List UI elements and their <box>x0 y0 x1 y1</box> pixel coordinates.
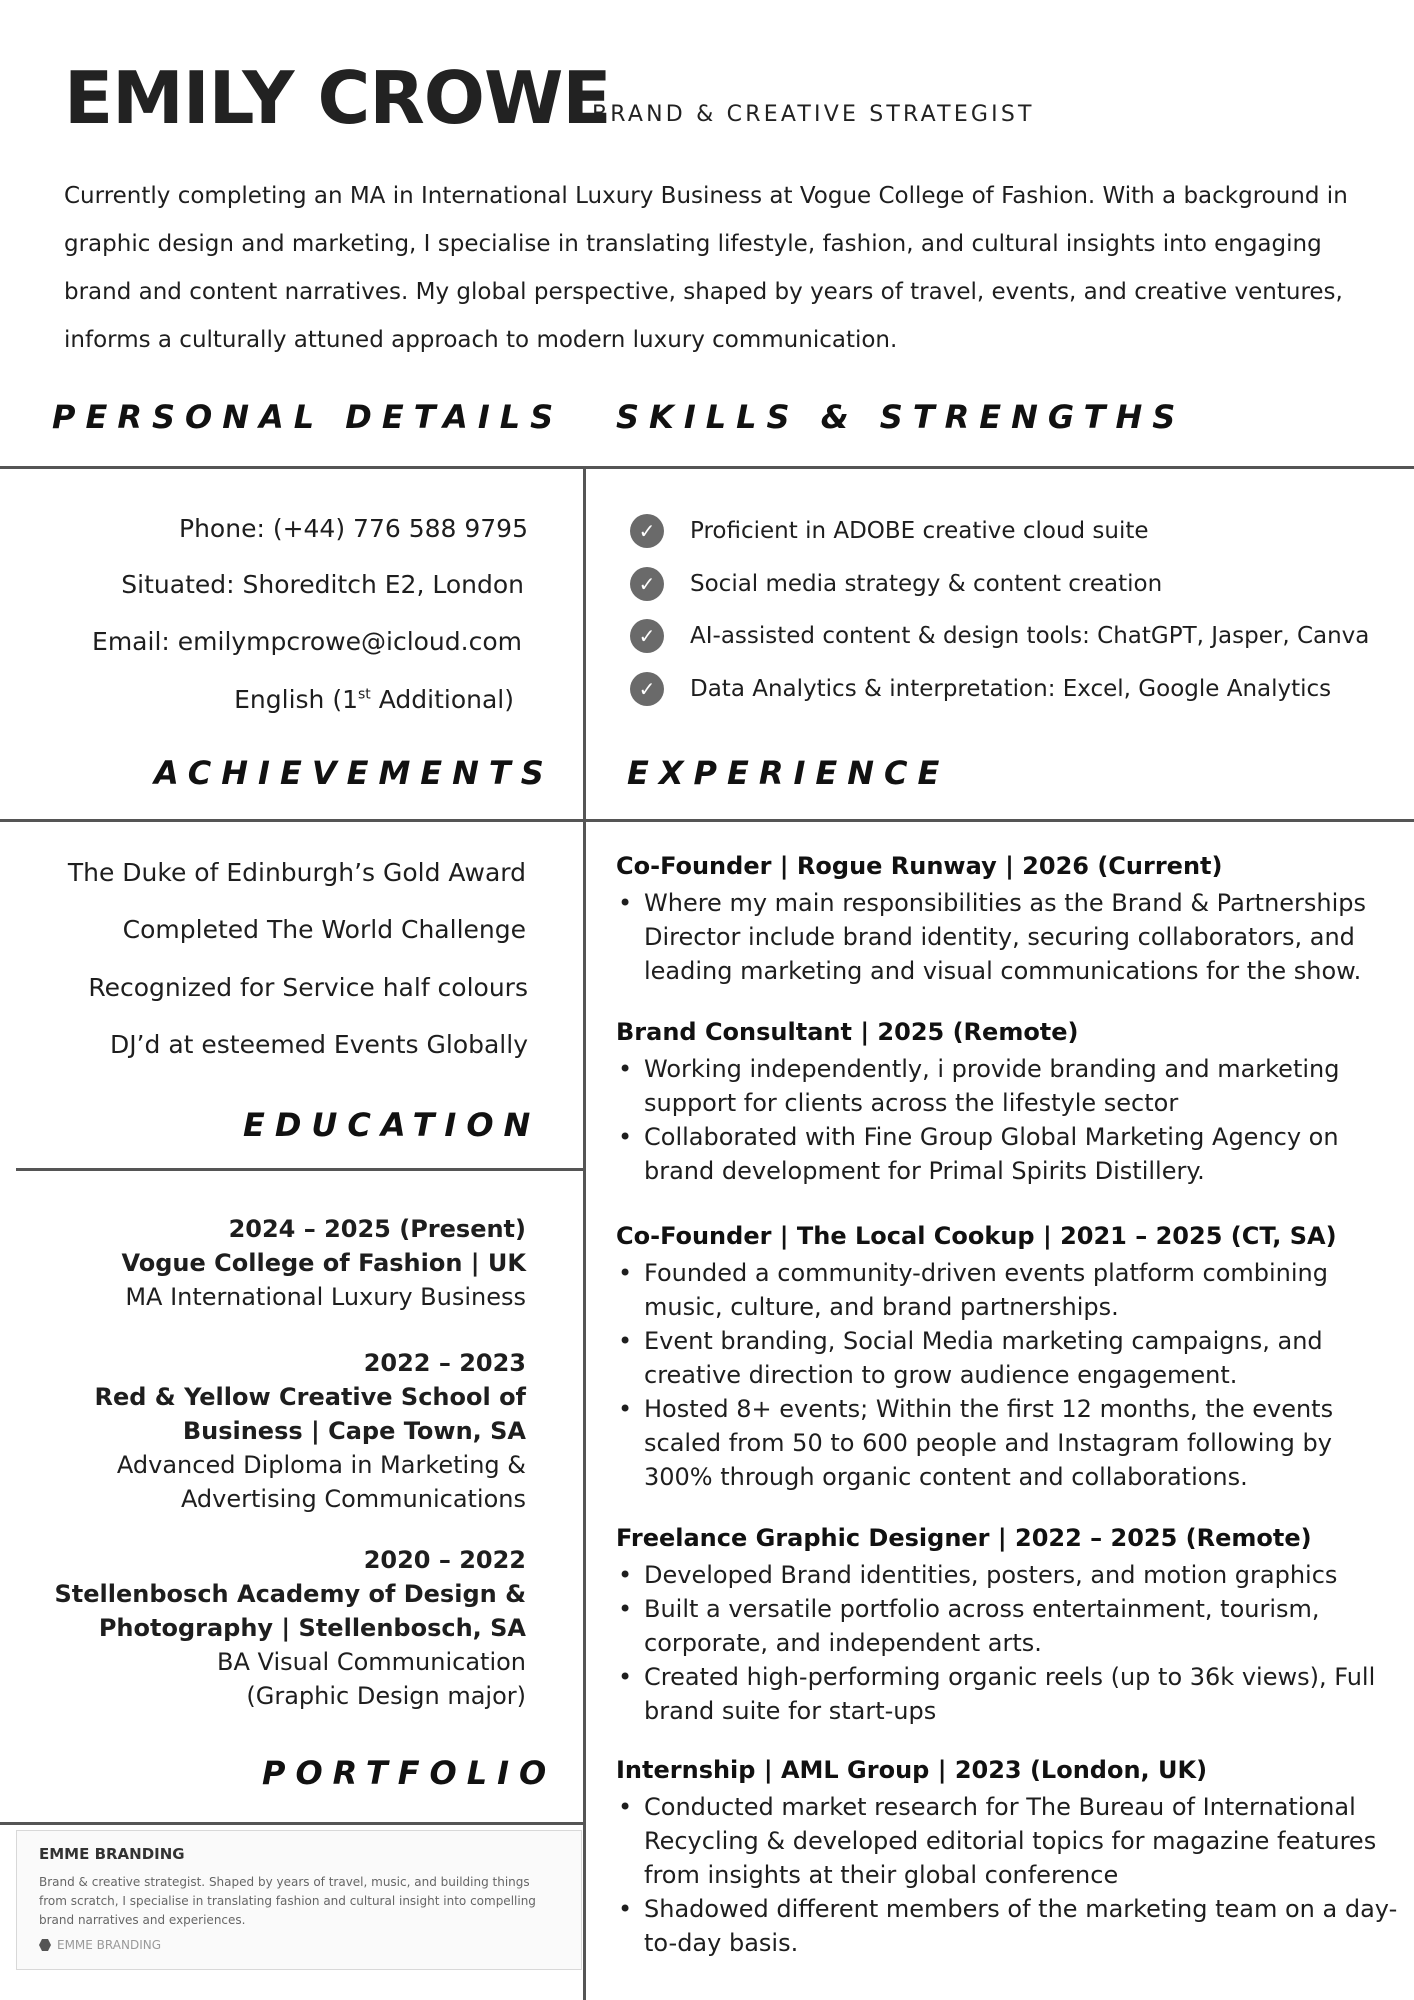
job-title: Co-Founder | The Local Cookup | 2021 – 2025 (CT, SA) <box>616 1222 1337 1250</box>
education-course: Advanced Diploma in Marketing & <box>116 1451 526 1479</box>
portfolio-description: Brand & creative strategist. Shaped by years of travel, music, and building things from scratch, I specialise in translating fashion and cultural insight into compelling brand narratives and experiences. <box>39 1875 536 1927</box>
skill-item <box>630 567 1162 601</box>
skill-item <box>630 672 1331 706</box>
check-icon: ✓ <box>630 672 664 706</box>
heading-achievements: ACHIEVEMENTS <box>154 754 554 792</box>
job-title: Co-Founder | Rogue Runway | 2026 (Current) <box>616 852 1223 880</box>
skill-text: Proficient in ADOBE creative cloud suite <box>690 518 1149 544</box>
education-school: Stellenbosch Academy of Design & <box>54 1580 526 1608</box>
education-years: 2022 – 2023 <box>363 1349 526 1377</box>
divider-top <box>0 466 1414 469</box>
divider-education <box>16 1168 584 1171</box>
experience-entry <box>616 852 1406 988</box>
education-entry <box>95 1346 526 1516</box>
achievement-item: Recognized for Service half colours <box>88 973 528 1002</box>
education-years: 2024 – 2025 (Present) <box>228 1215 526 1243</box>
achievement-item: Completed The World Challenge <box>122 915 526 944</box>
check-icon: ✓ <box>630 619 664 653</box>
job-bullet: • Working independently, i provide branding and marketing support for clients across the lifestyle sector <box>616 1052 1406 1120</box>
education-course: MA International Luxury Business <box>125 1283 526 1311</box>
education-entry <box>122 1212 527 1314</box>
experience-entry <box>616 1524 1406 1728</box>
achievement-item: DJ’d at esteemed Events Globally <box>109 1030 528 1059</box>
experience-entry <box>616 1018 1406 1188</box>
job-bullet: • Created high-performing organic reels (up to 36k views), Full brand suite for start-ups <box>616 1660 1406 1728</box>
divider-portfolio <box>0 1822 584 1825</box>
heading-experience: EXPERIENCE <box>627 754 950 792</box>
portfolio-title: EMME BRANDING <box>39 1845 185 1863</box>
achievement-item: The Duke of Edinburgh’s Gold Award <box>67 858 526 887</box>
candidate-name: EMILY CROWE <box>64 56 611 140</box>
skill-text: Social media strategy & content creation <box>690 571 1163 597</box>
email <box>92 627 522 656</box>
job-title: Freelance Graphic Designer | 2022 – 2025 (Remote) <box>616 1524 1312 1552</box>
divider-middle <box>0 819 1414 822</box>
candidate-role: BRAND & CREATIVE STRATEGIST <box>592 102 1035 127</box>
check-icon: ✓ <box>630 514 664 548</box>
education-course: BA Visual Communication <box>217 1648 526 1676</box>
heading-personal-details: PERSONAL DETAILS <box>52 398 564 436</box>
skill-text: AI-assisted content & design tools: ChatGPT, Jasper, Canva <box>690 623 1370 649</box>
job-bullet: • Where my main responsibilities as the Brand & Partnerships Director include brand identity, securing collaborators, and leading marketing and visual communications for the show. <box>616 886 1406 988</box>
job-bullet: • Hosted 8+ events; Within the first 12 months, the events scaled from 50 to 600 people and Instagram following by 300% through organic content and collaborations. <box>616 1392 1406 1494</box>
job-title: Internship | AML Group | 2023 (London, UK) <box>616 1756 1208 1784</box>
education-entry <box>55 1543 526 1713</box>
column-divider <box>583 468 586 2000</box>
heading-education: EDUCATION <box>243 1106 541 1144</box>
job-bullet: • Shadowed different members of the marketing team on a day-to-day basis. <box>616 1892 1406 1960</box>
education-school: Photography | Stellenbosch, SA <box>98 1614 526 1642</box>
experience-entry <box>616 1756 1406 1960</box>
experience-entry <box>616 1222 1406 1494</box>
language <box>234 685 514 714</box>
job-bullet: • Conducted market research for The Bureau of International Recycling & developed editorial topics for magazine features from insights at their global conference <box>616 1790 1406 1892</box>
phone: Phone: (+44) 776 588 9795 <box>179 514 528 543</box>
education-school: Red & Yellow Creative School of <box>94 1383 526 1411</box>
job-bullet: • Event branding, Social Media marketing campaigns, and creative direction to grow audience engagement. <box>616 1324 1406 1392</box>
education-course: Advertising Communications <box>180 1485 526 1513</box>
language-text: English (1 <box>234 685 358 714</box>
check-icon: ✓ <box>630 567 664 601</box>
education-school: Vogue College of Fashion | UK <box>121 1249 526 1277</box>
language-sup: st <box>358 686 371 703</box>
job-bullet: • Developed Brand identities, posters, and motion graphics <box>616 1558 1406 1592</box>
job-bullet: • Collaborated with Fine Group Global Marketing Agency on brand development for Primal Spirits Distillery. <box>616 1120 1406 1188</box>
heading-portfolio: PORTFOLIO <box>262 1754 557 1792</box>
skill-text: Data Analytics & interpretation: Excel, Google Analytics <box>690 676 1332 702</box>
language-text-end: Additional) <box>370 685 514 714</box>
email-text: Email: emilympcrowe@icloud.com <box>92 627 522 656</box>
portfolio-card[interactable] <box>16 1830 582 1970</box>
education-years: 2020 – 2022 <box>363 1546 526 1574</box>
portfolio-footer <box>39 1938 559 1952</box>
job-bullet: • Founded a community-driven events platform combining music, culture, and brand partnerships. <box>616 1256 1406 1324</box>
location: Situated: Shoreditch E2, London <box>121 570 524 599</box>
education-school: Business | Cape Town, SA <box>182 1417 526 1445</box>
brand-logo-icon <box>39 1939 51 1951</box>
heading-skills: SKILLS & STRENGTHS <box>616 398 1186 436</box>
education-course: (Graphic Design major) <box>246 1682 526 1710</box>
profile-summary: Currently completing an MA in International Luxury Business at Vogue College of Fashion. With a background in graphic design and marketing, I specialise in translating lifestyle, fashion, and cultural insights into engaging brand and content narratives. My global perspective, shaped by years of travel, events, and creative ventures, informs a culturally attuned approach to modern luxury communication. <box>64 183 1348 353</box>
skill-item <box>630 619 1369 653</box>
skill-item <box>630 514 1149 548</box>
job-bullet: • Built a versatile portfolio across entertainment, tourism, corporate, and independent arts. <box>616 1592 1406 1660</box>
portfolio-footer-text: EMME BRANDING <box>57 1938 162 1952</box>
job-title: Brand Consultant | 2025 (Remote) <box>616 1018 1079 1046</box>
